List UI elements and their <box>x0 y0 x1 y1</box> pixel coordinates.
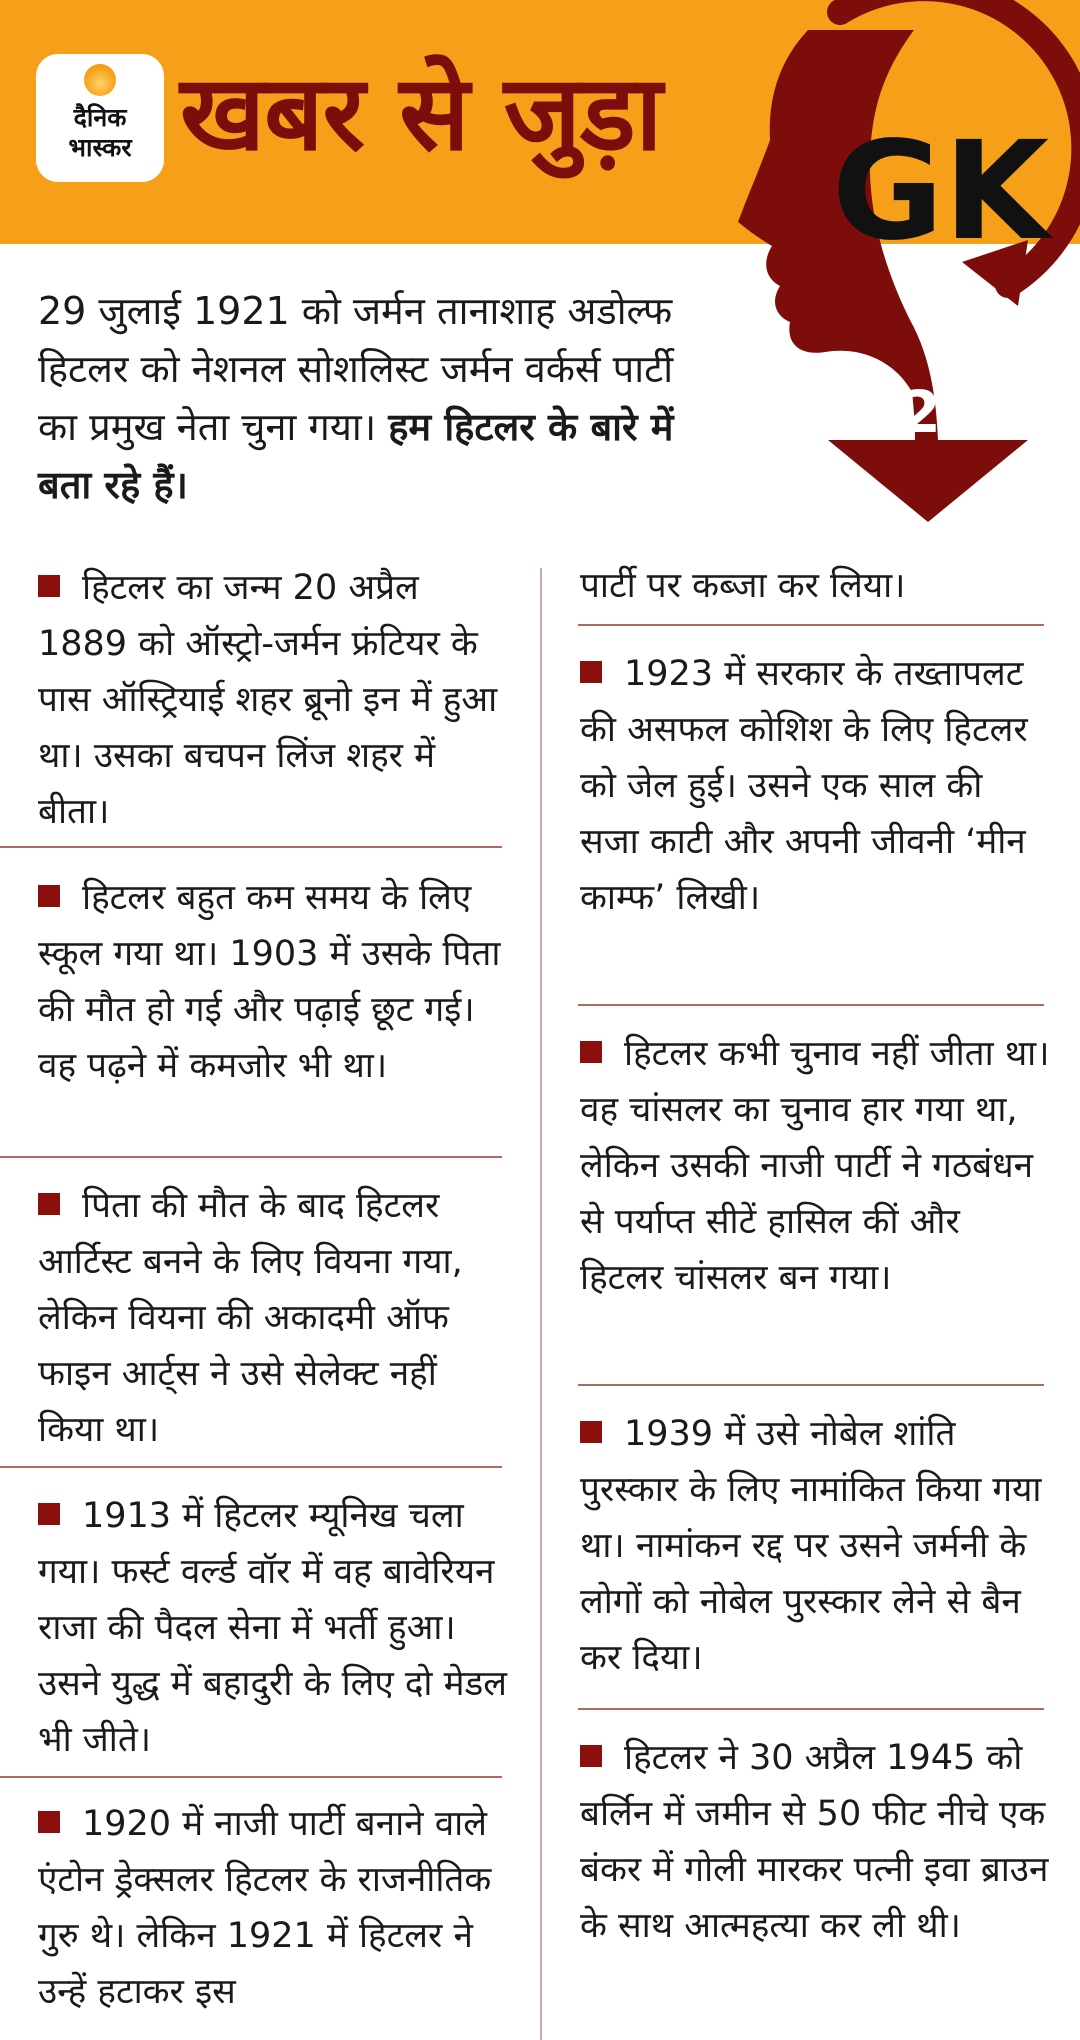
square-bullet-icon <box>580 661 602 683</box>
fact-item <box>580 646 1050 926</box>
fact-item <box>580 1730 1050 1954</box>
headline: खबर से जुड़ा <box>180 52 662 174</box>
fact-text: हिटलर ने 30 अप्रैल 1945 को बर्लिन में जमीन से 50 फीट नीचे एक बंकर में गोली मारकर पत्नी इवा ब्राउन के साथ आत्महत्या कर ली थी। <box>580 1738 1049 1946</box>
separator <box>0 846 502 848</box>
square-bullet-icon <box>38 885 60 907</box>
square-bullet-icon <box>580 1041 602 1063</box>
logo-line-1: दैनिक <box>73 103 127 132</box>
square-bullet-icon <box>38 575 60 597</box>
separator <box>578 1004 1044 1006</box>
fact-item <box>580 1026 1050 1306</box>
down-arrow-icon <box>828 440 1028 522</box>
separator <box>578 624 1044 626</box>
fact-item <box>580 1406 1050 1686</box>
fact-item <box>38 560 508 840</box>
brand-logo <box>36 54 164 182</box>
gk-badge: GK <box>832 113 1050 271</box>
intro-body: 29 जुलाई 1921 को जर्मन तानाशाह अडोल्फ हिटलर को नेशनल सोशलिस्ट जर्मन वर्कर्स पार्टी का प्रमुख नेता चुना गया। <box>38 289 674 449</box>
column-divider <box>540 568 542 2040</box>
fact-text: 1913 में हिटलर म्यूनिख चला गया। फर्स्ट वर्ल्ड वॉर में वह बावेरियन राजा की पैदल सेना में भर्ती हुआ। उसने युद्ध में बहादुरी के लिए दो मेडल भी जीते। <box>38 1496 508 1760</box>
square-bullet-icon <box>38 1503 60 1525</box>
series-number: 12 <box>860 378 941 446</box>
separator <box>578 1708 1044 1710</box>
fact-text: 1923 में सरकार के तख्तापलट की असफल कोशिश के लिए हिटलर को जेल हुई। उसने एक साल की सजा काटी और अपनी जीवनी ‘मीन काम्फ’ लिखी। <box>580 654 1028 918</box>
sun-icon <box>84 64 116 96</box>
gk-head-graphic <box>690 0 1080 540</box>
square-bullet-icon <box>38 1193 60 1215</box>
fact-item <box>38 1796 508 2020</box>
fact-continuation: पार्टी पर कब्जा कर लिया। <box>580 566 906 606</box>
separator <box>578 1384 1044 1386</box>
separator <box>0 1466 502 1468</box>
square-bullet-icon <box>38 1811 60 1833</box>
intro-bold: हम हिटलर के बारे में बता रहे हैं। <box>38 405 674 507</box>
fact-item <box>38 1488 508 1768</box>
logo-line-2: भास्कर <box>68 133 132 162</box>
fact-item <box>38 1178 508 1458</box>
fact-text: 1920 में नाजी पार्टी बनाने वाले एंटोन ड्रेक्सलर हिटलर के राजनीतिक गुरु थे। लेकिन 1921 में हिटलर ने उन्हें हटाकर इस <box>38 1804 492 2012</box>
fact-text: पिता की मौत के बाद हिटलर आर्टिस्ट बनने के लिए वियना गया, लेकिन वियना की अकादमी ऑफ फाइन आर्ट्स ने उसे सेलेक्ट नहीं किया था। <box>38 1186 463 1450</box>
fact-text: हिटलर कभी चुनाव नहीं जीता था। वह चांसलर का चुनाव हार गया था, लेकिन उसकी नाजी पार्टी ने गठबंधन से पर्याप्त सीटें हासिल कीं और हिटलर चांसलर बन गया। <box>580 1034 1050 1298</box>
separator <box>0 1156 502 1158</box>
fact-text: 1939 में उसे नोबेल शांति पुरस्कार के लिए नामांकित किया गया था। नामांकन रद्द पर उसने जर्मनी के लोगों को नोबेल पुरस्कार लेने से बैन कर दिया। <box>580 1414 1042 1678</box>
fact-text: हिटलर का जन्म 20 अप्रैल 1889 को ऑस्ट्रो-जर्मन फ्रंटियर के पास ऑस्ट्रियाई शहर ब्रूनो इन में हुआ था। उसका बचपन लिंज शहर में बीता। <box>38 568 498 832</box>
intro-text <box>38 282 718 514</box>
separator <box>0 1776 502 1778</box>
square-bullet-icon <box>580 1421 602 1443</box>
fact-text: हिटलर बहुत कम समय के लिए स्कूल गया था। 1903 में उसके पिता की मौत हो गई और पढ़ाई छूट गई। वह पढ़ने में कमजोर भी था। <box>38 878 501 1086</box>
square-bullet-icon <box>580 1745 602 1767</box>
fact-item <box>38 870 508 1094</box>
